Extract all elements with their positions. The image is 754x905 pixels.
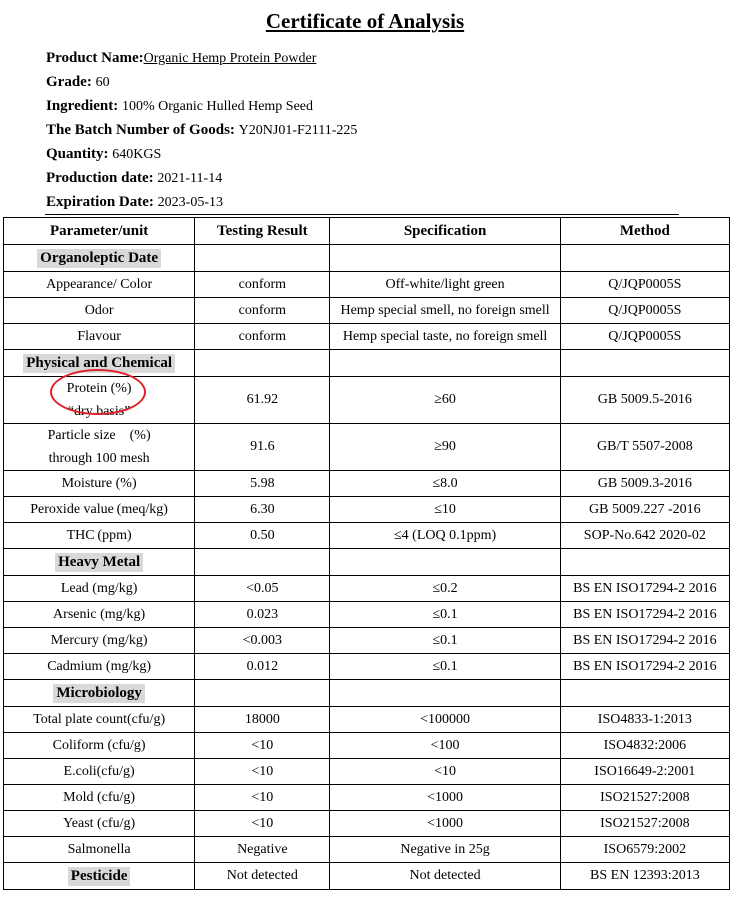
section-row-organoleptic xyxy=(4,245,730,272)
cell-spec: <100000 xyxy=(330,707,560,733)
table-row-protein xyxy=(4,377,730,424)
table-row xyxy=(4,628,730,654)
production-date-label: Production date: xyxy=(46,170,154,186)
batch-value: Y20NJ01-F2111-225 xyxy=(238,123,358,138)
cell-result: 5.98 xyxy=(195,471,330,497)
section-pesticide: Pesticide xyxy=(68,867,131,886)
table-row xyxy=(4,733,730,759)
cell-spec: Off-white/light green xyxy=(330,272,560,298)
cell-parameter: Lead (mg/kg) xyxy=(4,576,195,602)
cell-parameter: E.coli(cfu/g) xyxy=(4,759,195,785)
section-heavy-metal: Heavy Metal xyxy=(55,553,143,572)
cell-method: Q/JQP0005S xyxy=(560,324,729,350)
cell-method: BS EN ISO17294-2 2016 xyxy=(560,602,729,628)
highlight-circle xyxy=(50,369,146,415)
table-row-particle xyxy=(4,424,730,471)
particle-line2: through 100 mesh xyxy=(48,451,150,466)
cell-spec: <1000 xyxy=(330,785,560,811)
cell-spec: Hemp special smell, no foreign smell xyxy=(330,298,560,324)
ingredient-value: 100% Organic Hulled Hemp Seed xyxy=(121,99,314,114)
grade-line xyxy=(46,74,110,91)
table-row xyxy=(4,759,730,785)
cell-spec: ≤0.1 xyxy=(330,654,560,680)
header-parameter: Parameter/unit xyxy=(4,218,195,245)
cell-result: <10 xyxy=(195,759,330,785)
cell-spec: <10 xyxy=(330,759,560,785)
cell-parameter: THC (ppm) xyxy=(4,523,195,549)
cell-result: Negative xyxy=(195,837,330,863)
expiration-date-line xyxy=(46,194,223,211)
cell-parameter: Cadmium (mg/kg) xyxy=(4,654,195,680)
grade-value: 60 xyxy=(95,75,110,90)
cell-result: <10 xyxy=(195,733,330,759)
ingredient-line xyxy=(46,98,313,115)
cell-result: 6.30 xyxy=(195,497,330,523)
production-date-value: 2021-11-14 xyxy=(157,171,223,186)
cell-result: 0.50 xyxy=(195,523,330,549)
cell-parameter xyxy=(4,377,195,424)
section-physical-chemical: Physical and Chemical xyxy=(23,354,175,373)
cell-method: BS EN ISO17294-2 2016 xyxy=(560,576,729,602)
cell-result: <0.003 xyxy=(195,628,330,654)
cell-parameter: Odor xyxy=(4,298,195,324)
quantity-label: Quantity: xyxy=(46,146,109,162)
cell-parameter: Mold (cfu/g) xyxy=(4,785,195,811)
batch-line xyxy=(46,122,357,139)
cell-spec: <100 xyxy=(330,733,560,759)
cell-spec: <1000 xyxy=(330,811,560,837)
cell-result: conform xyxy=(195,298,330,324)
table-row xyxy=(4,497,730,523)
analysis-table xyxy=(3,217,730,890)
table-row xyxy=(4,298,730,324)
table-row xyxy=(4,576,730,602)
cell-method: ISO21527:2008 xyxy=(560,811,729,837)
cell-spec: ≤0.2 xyxy=(330,576,560,602)
cell-method: GB/T 5507-2008 xyxy=(560,424,729,471)
cell-spec: ≤10 xyxy=(330,497,560,523)
ingredient-label: Ingredient: xyxy=(46,98,119,114)
table-row xyxy=(4,707,730,733)
table-row xyxy=(4,602,730,628)
cell-spec: Hemp special taste, no foreign smell xyxy=(330,324,560,350)
cell-method: ISO21527:2008 xyxy=(560,785,729,811)
batch-label: The Batch Number of Goods: xyxy=(46,122,235,138)
section-row-heavy-metal xyxy=(4,549,730,576)
table-row xyxy=(4,471,730,497)
cell-result: 18000 xyxy=(195,707,330,733)
cell-method: ISO16649-2:2001 xyxy=(560,759,729,785)
cell-method: ISO4833-1:2013 xyxy=(560,707,729,733)
cell-result: 0.023 xyxy=(195,602,330,628)
cell-result: Not detected xyxy=(195,863,330,890)
cell-parameter: Coliform (cfu/g) xyxy=(4,733,195,759)
cell-result: <0.05 xyxy=(195,576,330,602)
table-header-row xyxy=(4,218,730,245)
product-name-line xyxy=(46,50,316,67)
section-row-pesticide xyxy=(4,863,730,890)
grade-label: Grade: xyxy=(46,74,92,90)
cell-spec: ≤4 (LOQ 0.1ppm) xyxy=(330,523,560,549)
section-row-microbiology xyxy=(4,680,730,707)
cell-result: 0.012 xyxy=(195,654,330,680)
expiration-date-label: Expiration Date: xyxy=(46,194,154,210)
cell-spec: Not detected xyxy=(330,863,560,890)
cell-result: 61.92 xyxy=(195,377,330,424)
cell-parameter: Moisture (%) xyxy=(4,471,195,497)
cell-parameter xyxy=(4,424,195,471)
protein-label-group xyxy=(67,377,132,423)
cell-spec: ≥60 xyxy=(330,377,560,424)
table-row xyxy=(4,837,730,863)
cell-method: Q/JQP0005S xyxy=(560,272,729,298)
cell-method: GB 5009.5-2016 xyxy=(560,377,729,424)
production-date-line xyxy=(46,170,222,187)
table-row xyxy=(4,785,730,811)
document-title: Certificate of Analysis xyxy=(265,9,465,33)
quantity-value: 640KGS xyxy=(112,147,162,162)
cell-parameter: Yeast (cfu/g) xyxy=(4,811,195,837)
cell-method: BS EN ISO17294-2 2016 xyxy=(560,628,729,654)
cell-result: <10 xyxy=(195,785,330,811)
header-method: Method xyxy=(560,218,729,245)
quantity-line xyxy=(46,146,161,163)
cell-method: ISO6579:2002 xyxy=(560,837,729,863)
cell-method: GB 5009.227 -2016 xyxy=(560,497,729,523)
cell-spec: ≤0.1 xyxy=(330,628,560,654)
cell-method: SOP-No.642 2020-02 xyxy=(560,523,729,549)
table-row xyxy=(4,523,730,549)
cell-method: BS EN ISO17294-2 2016 xyxy=(560,654,729,680)
cell-parameter: Arsenic (mg/kg) xyxy=(4,602,195,628)
table-row xyxy=(4,654,730,680)
cell-result: conform xyxy=(195,272,330,298)
cell-parameter: Total plate count(cfu/g) xyxy=(4,707,195,733)
header-divider xyxy=(45,214,679,215)
cell-parameter: Flavour xyxy=(4,324,195,350)
table-row xyxy=(4,324,730,350)
cell-spec: ≤0.1 xyxy=(330,602,560,628)
cell-method: BS EN 12393:2013 xyxy=(560,863,729,890)
particle-line1: Particle size (%) xyxy=(47,428,151,443)
product-name-label: Product Name: xyxy=(46,50,144,66)
header-specification: Specification xyxy=(330,218,560,245)
header-result: Testing Result xyxy=(195,218,330,245)
table-row xyxy=(4,811,730,837)
protein-line2: “dry basis” xyxy=(67,404,131,419)
protein-line1: Protein (%) xyxy=(66,381,132,396)
table-row xyxy=(4,272,730,298)
cell-spec: Negative in 25g xyxy=(330,837,560,863)
cell-spec: ≤8.0 xyxy=(330,471,560,497)
cell-parameter: Appearance/ Color xyxy=(4,272,195,298)
cell-method: GB 5009.3-2016 xyxy=(560,471,729,497)
cell-parameter: Mercury (mg/kg) xyxy=(4,628,195,654)
cell-parameter: Peroxide value (meq/kg) xyxy=(4,497,195,523)
section-microbiology: Microbiology xyxy=(53,684,145,703)
cell-spec: ≥90 xyxy=(330,424,560,471)
expiration-date-value: 2023-05-13 xyxy=(157,195,223,210)
cell-method: ISO4832:2006 xyxy=(560,733,729,759)
cell-result: <10 xyxy=(195,811,330,837)
cell-parameter: Salmonella xyxy=(4,837,195,863)
section-organoleptic: Organoleptic Date xyxy=(37,249,161,268)
cell-method: Q/JQP0005S xyxy=(560,298,729,324)
cell-result: 91.6 xyxy=(195,424,330,471)
product-name-value: Organic Hemp Protein Powder xyxy=(143,51,317,66)
cell-result: conform xyxy=(195,324,330,350)
